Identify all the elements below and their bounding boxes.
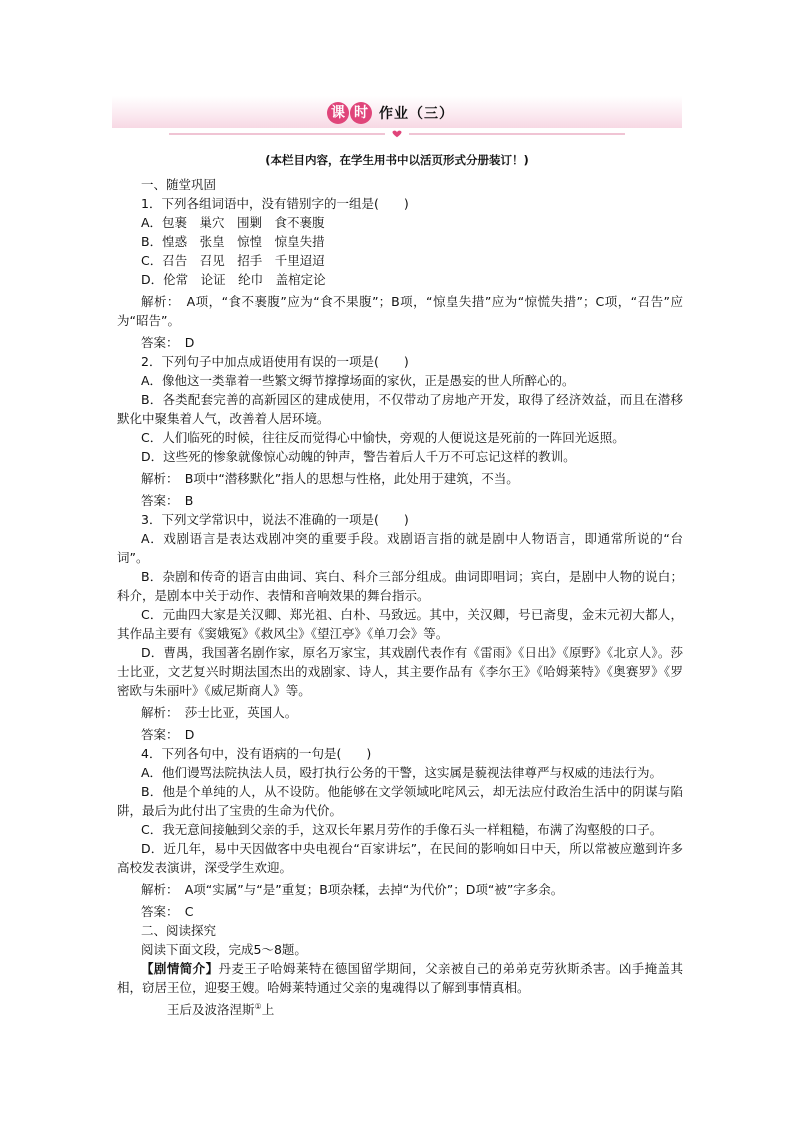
option-b: B．杂剧和传奇的语言由曲词、宾白、科介三部分组成。曲词即唱词；宾白，是剧中人物的说白；科介，是剧本中关于动作、表情和音响效果的舞台指示。 (117, 569, 683, 603)
option-d: D．曹禺，我国著名剧作家，原名万家宝，其戏剧代表作有《雷雨》《日出》《原野》《北京人》。莎士比亚，文艺复兴时期法国杰出的戏剧家、诗人，其主要作品有《李尔王》《哈姆莱特》《奥赛罗》《罗密欧与朱丽叶》《威尼斯商人》等。 (117, 645, 683, 698)
title-text: 作业（三） (379, 106, 454, 122)
reading-intro: 阅读下面文段，完成5～8题。 (141, 942, 307, 957)
stage-direction-text: 王后及波洛涅斯 (167, 1002, 255, 1018)
option-c: C．召告 召见 招手 千里迢迢 (141, 253, 325, 268)
option-d: D．近几年，易中天因做客中央电视台“百家讲坛”，在民间的影响如日中天，所以常被应邀到许多高校发表演讲，深受学生欢迎。 (117, 841, 683, 875)
question-stem: 2．下列句子中加点成语使用有误的一项是( ) (141, 354, 409, 369)
option-a: A．他们谩骂法院执法人员，殴打执行公务的干警，这实属是藐视法律尊严与权威的违法行为。 (141, 765, 663, 780)
analysis: 解析： B项中“潜移默化”指人的思想与性格，此处用于建筑，不当。 (141, 471, 519, 486)
worksheet-body (117, 175, 683, 1019)
footnote-marker: ① (254, 1002, 262, 1011)
stage-direction (117, 997, 683, 1019)
option-c: C．我无意间接触到父亲的手，这双长年累月劳作的手像石头一样粗糙，布满了沟壑般的口子。 (141, 822, 663, 837)
analysis: 解析： A项，“食不裹腹”应为“食不果腹”；B项，“惊皇失措”应为“惊慌失措”；C项，“召告”应为“昭告”。 (117, 294, 683, 328)
page-header (112, 96, 682, 146)
synopsis-label: 【剧情简介】 (141, 961, 219, 976)
answer: 答案： C (141, 904, 194, 919)
option-c: C．人们临死的时候，往往反而觉得心中愉快，旁观的人便说这是死前的一阵回光返照。 (141, 430, 625, 445)
heart-icon (392, 131, 401, 138)
title-badge-ke: 课 (327, 102, 349, 124)
binding-note: (本栏目内容，在学生用书中以活页形式分册装订！) (265, 153, 529, 167)
answer: 答案： B (141, 493, 194, 508)
option-c: C．元曲四大家是关汉卿、郑光祖、白朴、马致远。其中，关汉卿，号已斋叟，金末元初大都人，其作品主要有《窦娥冤》《救风尘》《望江亭》《单刀会》等。 (117, 607, 683, 641)
option-a: A．戏剧语言是表达戏剧冲突的重要手段。戏剧语言指的就是剧中人物语言，即通常所说的“台词”。 (117, 531, 683, 565)
synopsis-text: 丹麦王子哈姆莱特在德国留学期间，父亲被自己的弟弟克劳狄斯杀害。凶手掩盖其相，窃居王位，迎娶王嫂。哈姆莱特通过父亲的鬼魂得以了解到事情真相。 (117, 961, 683, 995)
answer: 答案： D (141, 727, 195, 742)
question-stem: 4．下列各句中，没有语病的一句是( ) (141, 746, 372, 761)
page-title (327, 102, 454, 124)
question-stem: 1．下列各组词语中，没有错别字的一组是( ) (141, 196, 409, 211)
option-a: A．像他这一类靠着一些繁文缛节撑撑场面的家伙，正是愚妄的世人所醉心的。 (141, 373, 575, 388)
question-stem: 3．下列文学常识中，说法不准确的一项是( ) (141, 512, 409, 527)
option-b: B．他是个单纯的人，从不设防。他能够在文学领域叱咤风云，却无法应付政治生活中的阴谋与陷阱，最后为此付出了宝贵的生命为代价。 (117, 784, 683, 818)
option-b: B．惶惑 张皇 惊惶 惊皇失措 (141, 234, 325, 249)
section-heading: 二、阅读探究 (141, 923, 217, 938)
plot-synopsis (117, 959, 683, 997)
section-heading: 一、随堂巩固 (141, 177, 217, 192)
title-badge-shi: 时 (350, 102, 372, 124)
option-a: A．包裹 巢穴 围剿 食不裹腹 (141, 215, 325, 230)
option-d: D．伦常 论证 纶巾 盖棺定论 (141, 272, 326, 287)
option-b: B．各类配套完善的高新园区的建成使用，不仅带动了房地产开发，取得了经济效益，而且在潜移默化中聚集着人气，改善着人居环境。 (117, 392, 683, 426)
analysis: 解析： A项“实属”与“是”重复；B项杂糅，去掉“为代价”；D项“被”字多余。 (141, 882, 564, 897)
option-d: D．这些死的惨象就像惊心动魄的钟声，警告着后人千万不可忘记这样的教训。 (141, 449, 576, 464)
analysis: 解析： 莎士比亚，英国人。 (141, 705, 298, 720)
answer: 答案： D (141, 335, 195, 350)
stage-direction-end: 上 (261, 1002, 275, 1018)
header-divider (112, 130, 682, 138)
